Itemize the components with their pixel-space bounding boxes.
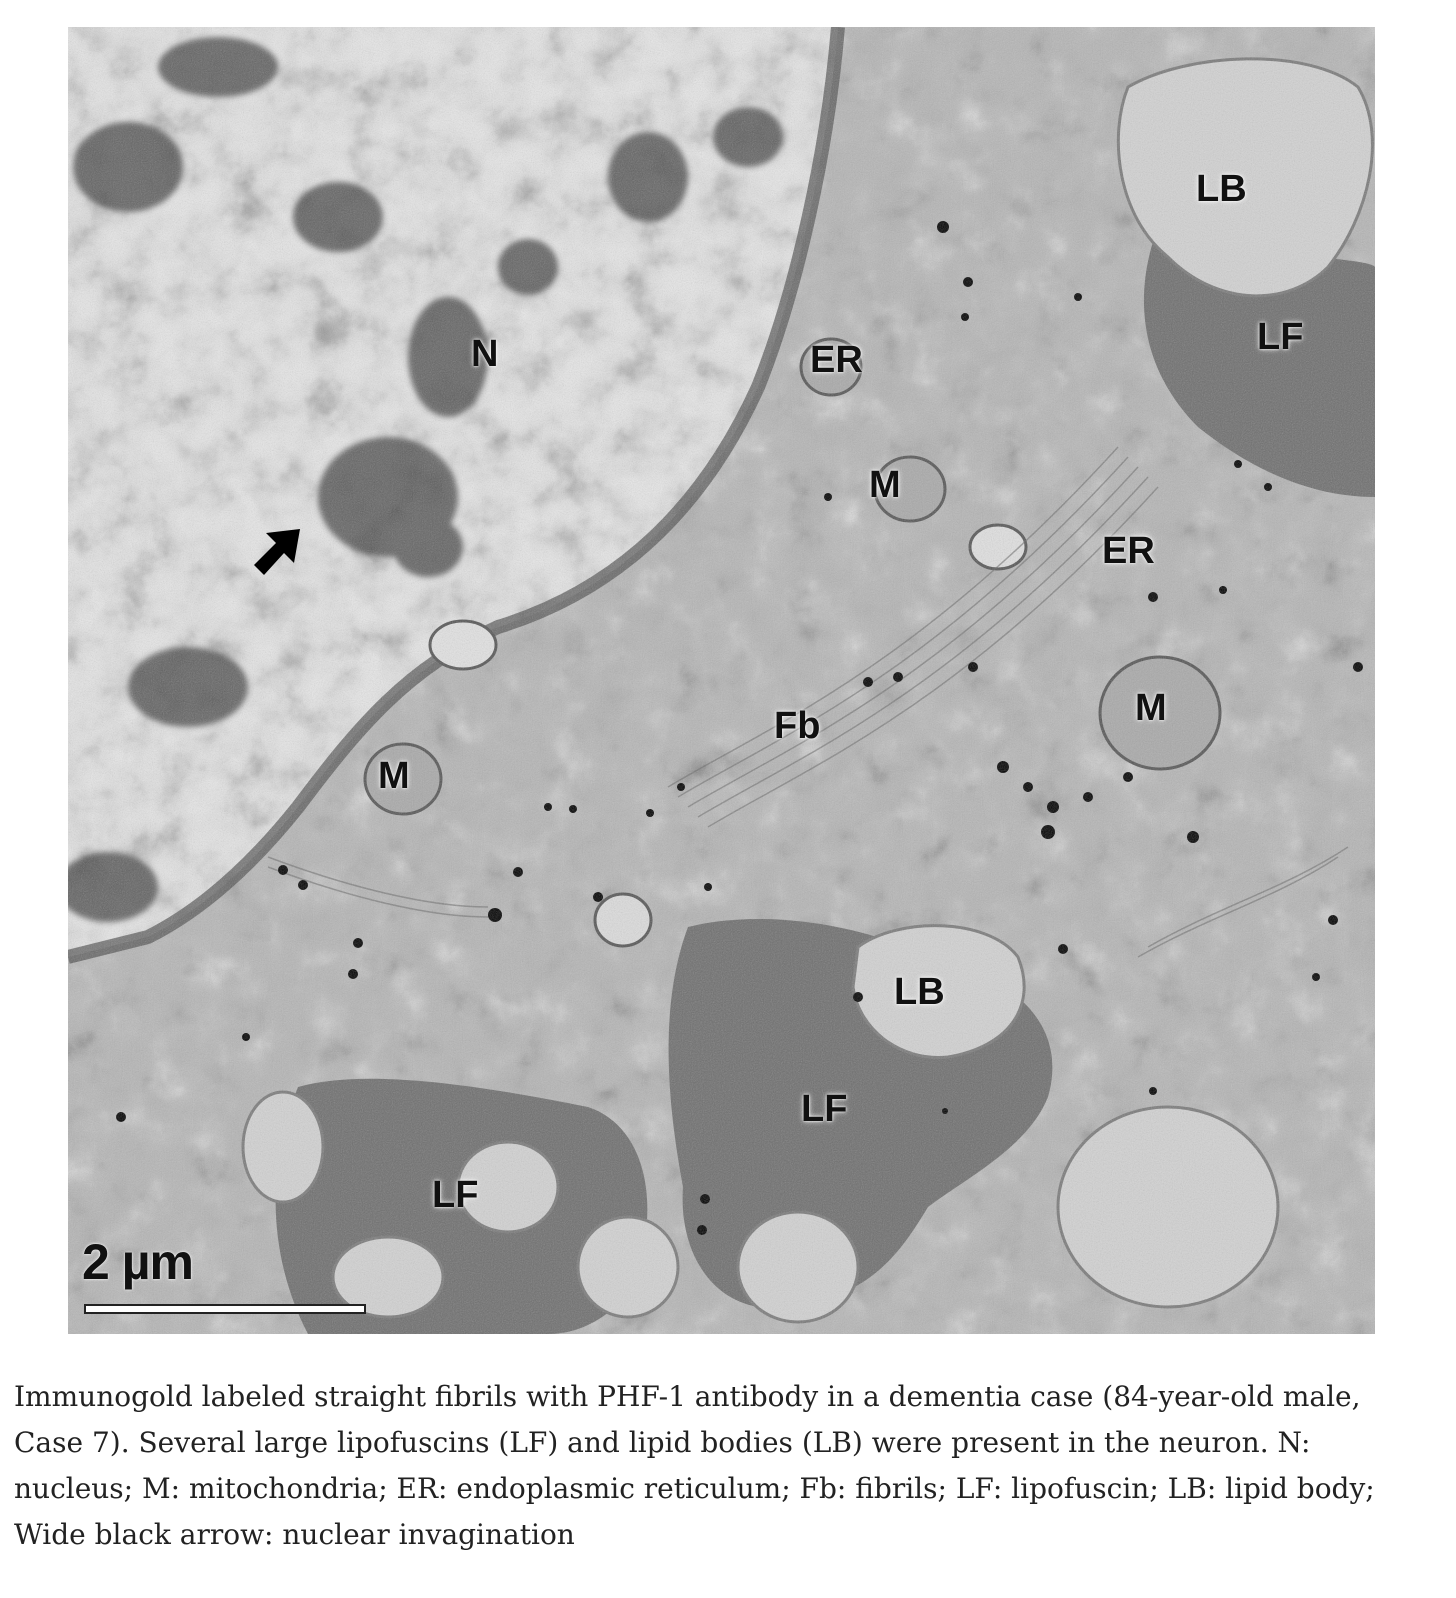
micrograph-figure (68, 27, 1375, 1334)
endoplasmic-reticulum-label-right: ER (1102, 530, 1155, 572)
mitochondria-label-left: M (378, 755, 410, 797)
wide-black-arrow-icon (248, 523, 306, 581)
lipid-body-label: LB (1196, 168, 1247, 210)
fibrils-label: Fb (774, 705, 821, 747)
mitochondria-label: M (869, 464, 901, 506)
scale-bar-label: 2 µm (82, 1234, 193, 1290)
endoplasmic-reticulum-label: ER (810, 339, 863, 381)
lipofuscin-label-middle: LF (801, 1088, 848, 1130)
mitochondria-label-right: M (1135, 687, 1167, 729)
lipid-body-label-bottom: LB (894, 971, 945, 1013)
lipofuscin-label: LF (1257, 316, 1304, 358)
nucleus-label: N (471, 333, 499, 375)
scale-bar (84, 1304, 366, 1314)
micrograph-image (68, 27, 1375, 1334)
lipofuscin-label-bottom: LF (432, 1174, 479, 1216)
figure-caption: Immunogold labeled straight fibrils with PHF-1 antibody in a dementia case (84-year-old male, Case 7). Several large lipofuscins (LF) and lipid bodies (LB) were present in the neuron. N: nucleus; M: mitochondria; ER: endoplasmic reticulum; Fb: fibrils; LF: lipofuscin; LB: lipid body; Wide black arrow: nuclear invagination (14, 1380, 1375, 1551)
